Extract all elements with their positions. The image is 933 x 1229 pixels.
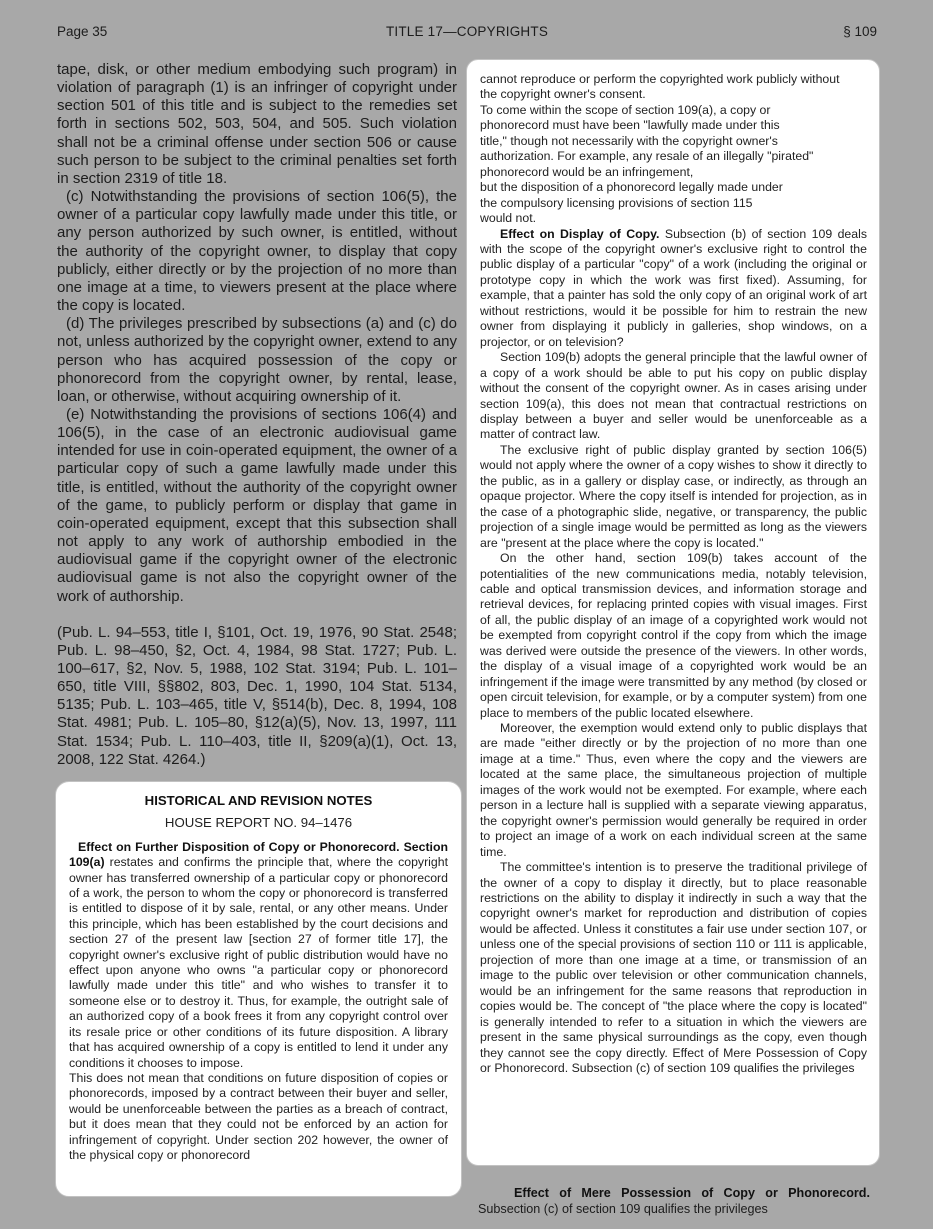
commentary-paragraph-109b: Section 109(b) adopts the general principle that the lawful owner of a copy of a work should be able to put his copy on public display without the consent of the copyright owner. As in cases arising under section 109(a), this does not mean that contractual restrictions on display between a buyer and seller would be unenforceable as a matter of contract law. <box>480 350 867 442</box>
notes-heading: HISTORICAL AND REVISION NOTES <box>144 793 373 808</box>
page-title: TITLE 17—COPYRIGHTS <box>385 24 549 39</box>
commentary-panel <box>466 59 880 1166</box>
commentary-paragraph-display <box>480 227 867 351</box>
statute-text-column <box>57 61 457 769</box>
statute-citation: (Pub. L. 94–553, title I, §101, Oct. 19, 1976, 90 Stat. 2548; Pub. L. 98–450, §2, Oct. 4, 1984, 98 Stat. 1727; Pub. L. 100–617, §2, Nov. 5, 1988, 102 Stat. 3194; Pub. L. 101–650, title VIII, §§802, 803, Dec. 1, 1990, 104 Stat. 5134, 5135; Pub. L. 103–465, title V, §514(b), Dec. 8, 1994, 108 Stat. 4981; Pub. L. 105–80, §12(a)(5), Nov. 13, 1997, 111 Stat. 1534; Pub. L. 110–403, title II, §209(a)(1), Oct. 13, 2008, 122 Stat. 4264.) <box>57 623 457 768</box>
notes-paragraph-body: restates and confirms the principle that, where the copyright owner has transferred ownership of a particular copy or phonorecord of a work, the person to whom the copy or phonorecord is transferred is entitled to dispose of it by sale, rental, or any other means. Under this principle, which has been established by the court decisions and section 27 of the present law [section 27 of former title 17], the copyright owner's exclusive right of public distribution would have no effect upon anyone who owns "a particular copy or phonorecord lawfully made under this title" and who wishes to transfer it to someone else or to destroy it. Thus, for example, the outright sale of an authorized copy of a book frees it from any copyright control over its resale price or other conditions of its future disposition. A library that has acquired ownership of a copy is entitled to lend it under any conditions it chooses to impose. <box>69 855 448 1070</box>
statute-paragraph-d: (d) The privileges prescribed by subsections (a) and (c) do not, unless authorized by the copyright owner, extend to any person who has acquired possession of the copy or phonorecord from the copyright owner, by rental, lease, loan, or otherwise, without acquiring ownership of it. <box>57 315 457 405</box>
commentary-paragraph-exclusive: The exclusive right of public display granted by section 106(5) would not apply where the owner of a copy wishes to show it directly to the public, as in a gallery or display case, or indirectly, as through an opaque projector. Where the copy itself is intended for projection, as in the case of a photographic slide, negative, or transparency, the public projection of a single image would be permitted as long as the viewers are "present at the place where the copy is located." <box>480 442 867 550</box>
mere-possession-body: Subsection (c) of section 109 qualifies the privileges <box>478 1201 768 1216</box>
notes-paragraph-disposition <box>69 840 448 1071</box>
statute-paragraph-e: (e) Notwithstanding the provisions of sections 106(4) and 106(5), in the case of an electronic audiovisual game intended for use in coin-operated equipment, the owner of a particular copy of such a game lawfully made under this title, is entitled, without the authority of the copyright owner of the game, to publicly perform or display that game in coin-operated equipment, except that this subsection shall not apply to any work of authorship embodied in the audiovisual game if the copyright owner of the electronic audiovisual game is not also the copyright owner of the work of authorship. <box>57 405 457 605</box>
commentary-paragraph-moreover: Moreover, the exemption would extend only to public displays that are made "either directly or by the projection of no more than one image at a time." Thus, even where the copy and the viewers are located at the same place, the simultaneous projection of multiple images of the work would not be exempted. For example, where each person in a lecture hall is supplied with a separate viewing apparatus, the copyright owner's permission would generally be required in order to project an image of a work on each individual screen at the same time. <box>480 721 867 859</box>
commentary-intro-lines: cannot reproduce or perform the copyrighted work publicly without the copyright owner's consent. To come within the scope of section 109(a), a copy or phonorecord must have been "lawfully made under this title," though not necessarily with the copyright owner's authorization. For example, any resale of an illegally "pirated" phonorecord would be an infringement, but the disposition of a phonorecord legally made under the compulsory licensing provisions of section 115 would not. <box>480 72 840 226</box>
page-number: Page 35 <box>57 24 108 39</box>
statute-paragraph-c: (c) Notwithstanding the provisions of section 106(5), the owner of a particular copy lawfully made under this title, or any person authorized by such owner, is entitled, without the authority of the copyright owner, to display that copy publicly, either directly or by the projection of no more than one image at a time, to viewers present at the place where the copy is located. <box>57 188 457 315</box>
commentary-paragraph-committee: The committee's intention is to preserve the traditional privilege of the owner of a copy to display it directly, but to place reasonable restrictions on the ability to display it indirectly in such a way that the copyright owner's market for reproduction and distribution of copies would be affected. Unless it constitutes a fair use under section 107, or unless one of the special provisions of section 110 or 111 is applicable, projection of more than one image at a time, or transmission of an image to the public over television or other communication channels, would be an infringement for the same reasons that reproduction in copies would be. The concept of "the place where the copy is located" is generally intended to refer to a situation in which the viewers are present in the same physical surroundings as the copy, even though they cannot see the copy directly. Effect of Mere Possession of Copy or Phonorecord. Subsection (c) of section 109 qualifies the privileges <box>480 860 867 1075</box>
commentary-paragraph-other-hand: On the other hand, section 109(b) takes account of the potentialities of the new communications media, notably television, cable and optical transmission devices, and information storage and retrieval devices, for replacing printed copies with visual images. First of all, the public display of an image of a copyrighted work would not be exempted from copyright control if the copy from which the image was derived were outside the presence of the viewers. In other words, the display of a visual image of a copyrighted work would be an infringement if the image were transmitted by any method (by closed or open circuit television, for example, or by a computer system) from one place to members of the public located elsewhere. <box>480 551 867 720</box>
statute-paragraph-continuation: tape, disk, or other medium embodying such program) in violation of paragraph (1) is an infringer of copyright under section 501 of this title and is subject to the remedies set forth in sections 502, 503, 504, and 505. Such violation shall not be a criminal offense under section 506 or cause such person to be subject to the criminal penalties set forth in section 2319 of title 18. <box>57 61 457 187</box>
historical-notes-panel <box>55 781 462 1197</box>
notes-paragraph-lead: Effect on Further Disposition of Copy or Phonorecord. Section 109(a) <box>69 839 448 870</box>
page-header <box>57 24 877 42</box>
mere-possession-paragraph <box>478 1185 870 1217</box>
display-of-copy-lead: Effect on Display of Copy. <box>500 226 660 241</box>
mere-possession-lead: Effect of Mere Possession of Copy or Phonorecord. <box>514 1185 870 1200</box>
section-number: § 109 <box>843 24 877 39</box>
notes-paragraph-conditions: This does not mean that conditions on future disposition of copies or phonorecords, imposed by a contract between their buyer and seller, would be unenforceable between the parties as a breach of contract, but it does mean that they could not be enforced by an action for infringement of copyright. Under section 202 however, the owner of the physical copy or phonorecord <box>69 1070 448 1162</box>
house-report-subheading: HOUSE REPORT NO. 94–1476 <box>164 815 353 831</box>
display-of-copy-body: Subsection (b) of section 109 deals with the scope of the copyright owner's exclusive right to control the public display of a particular "copy" of a work (including the original or prototype copy in which the work was first fixed). Assuming, for example, that a painter has sold the only copy of an original work of art without restrictions, would it be possible for him to restrain the new owner from displaying it publicly in galleries, shop windows, on a projector, or on television? <box>480 226 867 349</box>
